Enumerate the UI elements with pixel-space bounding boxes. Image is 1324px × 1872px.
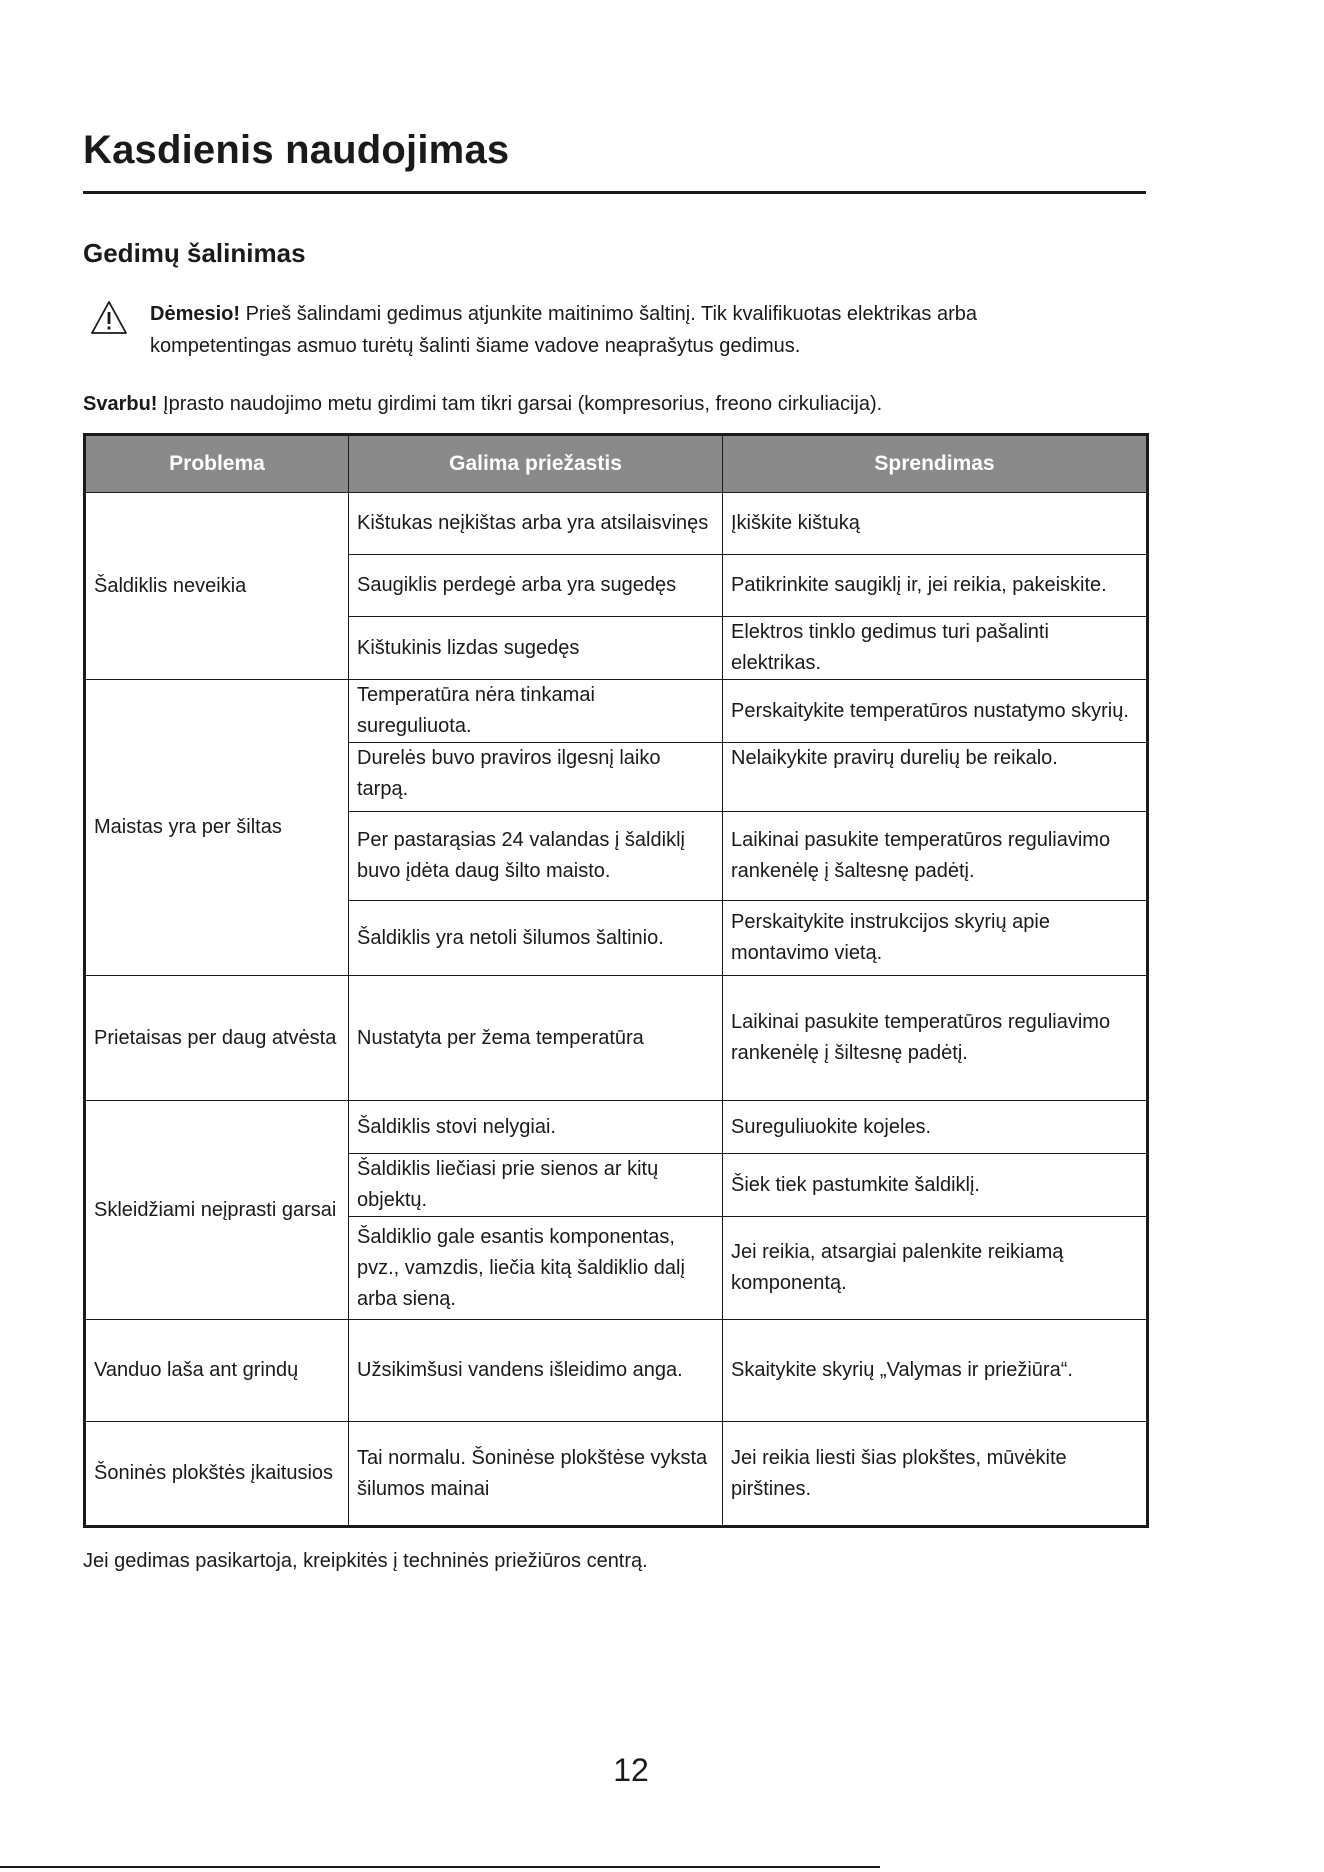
title-divider: [83, 191, 1146, 194]
cause-cell: Saugiklis perdegė arba yra sugedęs: [349, 555, 723, 617]
solution-cell: Jei reikia liesti šias plokštes, mūvėkite pirštines.: [723, 1422, 1148, 1527]
troubleshooting-table: [83, 433, 1149, 1528]
cause-cell: Nustatyta per žema temperatūra: [349, 976, 723, 1101]
table-row: [85, 1101, 1148, 1154]
solution-cell: Elektros tinklo gedimus turi pašalinti elektrikas.: [723, 617, 1148, 680]
warning-label: Dėmesio!: [150, 303, 241, 325]
solution-cell: Perskaitykite instrukcijos skyrių apie montavimo vietą.: [723, 901, 1148, 976]
solution-cell: Nelaikykite pravirų durelių be reikalo.: [723, 743, 1148, 812]
cause-cell: Užsikimšusi vandens išleidimo anga.: [349, 1320, 723, 1422]
solution-cell: Perskaitykite temperatūros nustatymo skyrių.: [723, 680, 1148, 743]
problem-cell: Skleidžiami neįprasti garsai: [85, 1101, 349, 1320]
solution-cell: Sureguliuokite kojeles.: [723, 1101, 1148, 1154]
cause-cell: Kištukinis lizdas sugedęs: [349, 617, 723, 680]
header-solution: Sprendimas: [723, 435, 1148, 493]
cause-cell: Temperatūra nėra tinkamai sureguliuota.: [349, 680, 723, 743]
solution-cell: Skaitykite skyrių „Valymas ir priežiūra“.: [723, 1320, 1148, 1422]
table-row: [85, 976, 1148, 1101]
solution-cell: Patikrinkite saugiklį ir, jei reikia, pakeiskite.: [723, 555, 1148, 617]
warning-text-line1: Prieš šalindami gedimus atjunkite maitinimo šaltinį. Tik kvalifikuotas elektrikas arba: [240, 303, 977, 325]
problem-cell: Šoninės plokštės įkaitusios: [85, 1422, 349, 1527]
header-cause: Galima priežastis: [349, 435, 723, 493]
warning-triangle-icon: [90, 300, 128, 336]
warning-text-line2: kompetentingas asmuo turėtų šalinti šiame vadove neaprašytus gedimus.: [150, 335, 801, 357]
solution-cell: Jei reikia, atsargiai palenkite reikiamą komponentą.: [723, 1217, 1148, 1320]
important-label: Svarbu!: [83, 393, 158, 415]
solution-cell: Laikinai pasukite temperatūros reguliavimo rankenėlę į šaltesnę padėtį.: [723, 812, 1148, 901]
problem-cell: Šaldiklis neveikia: [85, 493, 349, 680]
cause-cell: Tai normalu. Šoninėse plokštėse vyksta šilumos mainai: [349, 1422, 723, 1527]
table-row: [85, 1320, 1148, 1422]
table-header-row: [85, 435, 1148, 493]
table-row: [85, 1422, 1148, 1527]
cause-cell: Šaldiklis stovi nelygiai.: [349, 1101, 723, 1154]
cause-cell: Šaldiklio gale esantis komponentas, pvz., vamzdis, liečia kitą šaldiklio dalį arba sieną.: [349, 1217, 723, 1320]
problem-cell: Vanduo laša ant grindų: [85, 1320, 349, 1422]
table-row: [85, 493, 1148, 555]
warning-text: [150, 298, 1110, 362]
cause-cell: Kištukas neįkištas arba yra atsilaisvinęs: [349, 493, 723, 555]
page-title: Kasdienis naudojimas: [83, 128, 510, 172]
solution-cell: Šiek tiek pastumkite šaldiklį.: [723, 1154, 1148, 1217]
bottom-divider: [0, 1866, 880, 1868]
page-number: 12: [613, 1752, 649, 1788]
footer-note: Jei gedimas pasikartoja, kreipkitės į techninės priežiūros centrą.: [83, 1550, 648, 1572]
problem-cell: Maistas yra per šiltas: [85, 680, 349, 976]
solution-cell: Įkiškite kištuką: [723, 493, 1148, 555]
header-problem: Problema: [85, 435, 349, 493]
cause-cell: Šaldiklis liečiasi prie sienos ar kitų objektų.: [349, 1154, 723, 1217]
important-notice: [83, 390, 882, 418]
solution-cell: Laikinai pasukite temperatūros reguliavimo rankenėlę į šiltesnę padėtį.: [723, 976, 1148, 1101]
important-text: Įprasto naudojimo metu girdimi tam tikri garsai (kompresorius, freono cirkuliacija).: [157, 393, 883, 415]
table-row: [85, 680, 1148, 743]
cause-cell: Šaldiklis yra netoli šilumos šaltinio.: [349, 901, 723, 976]
cause-cell: Durelės buvo praviros ilgesnį laiko tarpą.: [349, 743, 723, 812]
section-title: Gedimų šalinimas: [83, 238, 306, 268]
problem-cell: Prietaisas per daug atvėsta: [85, 976, 349, 1101]
cause-cell: Per pastarąsias 24 valandas į šaldiklį buvo įdėta daug šilto maisto.: [349, 812, 723, 901]
